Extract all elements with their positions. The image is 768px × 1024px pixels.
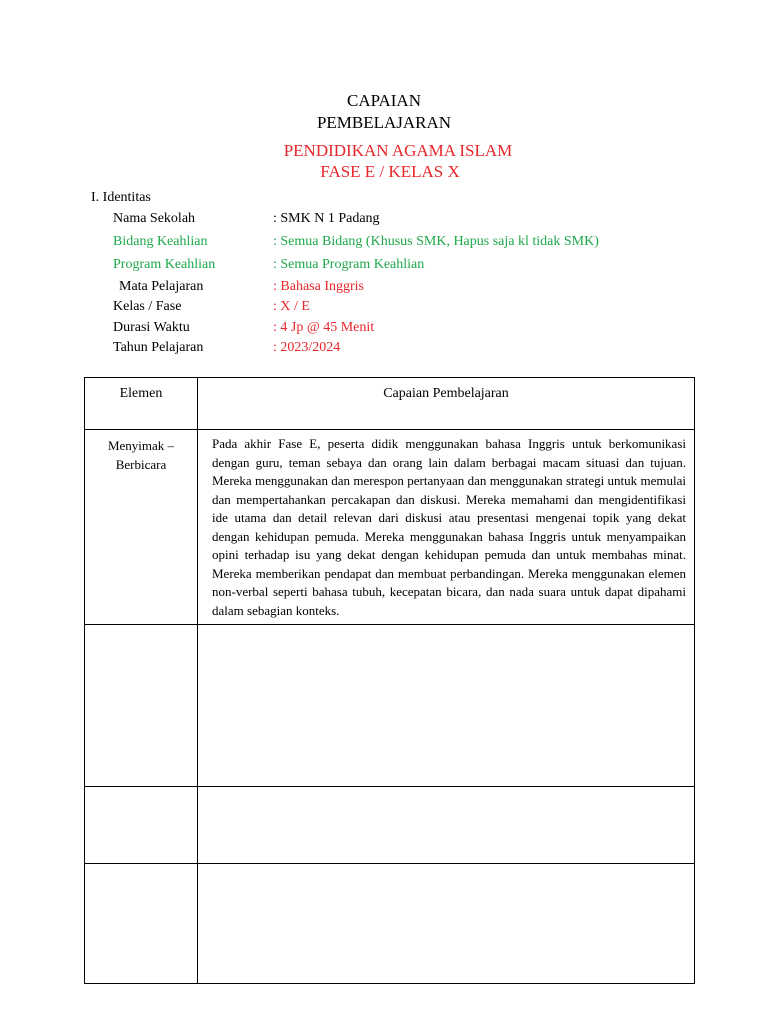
section-heading-identitas: I. Identitas	[91, 190, 151, 205]
table-header-row	[85, 378, 695, 430]
elemen-cell	[85, 787, 198, 864]
identity-value: : SMK N 1 Padang	[273, 211, 380, 226]
table-row	[85, 625, 695, 787]
table-row	[85, 864, 695, 984]
title-line-1: CAPAIAN	[346, 91, 421, 110]
capaian-table	[84, 377, 695, 984]
title-line-2: PEMBELAJARAN	[316, 113, 452, 132]
elemen-cell	[85, 625, 198, 787]
elemen-cell: Menyimak – Berbicara	[85, 430, 198, 625]
capaian-cell: Pada akhir Fase E, peserta didik menggunakan bahasa Inggris untuk berkomunikasi dengan guru, teman sebaya dan orang lain dalam berbagai macam situasi dan tujuan. Mereka menggunakan dan merespon pertanyaan dan menggunakan strategi untuk memulai dan mempertahankan percakapan dan diskusi. Mereka memahami dan mengidentifikasi ide utama dan detail relevan dari diskusi atau presentasi mengenai topik yang dekat dengan kehidupan pemuda. Mereka menggunakan bahasa Inggris untuk menyampaikan opini terhadap isu yang dekat dengan kehidupan pemuda dan untuk membahas minat. Mereka memberikan pendapat dan membuat perbandingan. Mereka menggunakan elemen non-verbal seperti bahasa tubuh, kecepatan bicara, dan nada suara untuk dapat dipahami dalam sebagian konteks.	[198, 430, 695, 625]
table-row	[85, 430, 695, 625]
identity-label: Nama Sekolah	[113, 211, 196, 226]
identity-label: Tahun Pelajaran	[113, 340, 204, 355]
capaian-cell	[198, 625, 695, 787]
identity-label: Kelas / Fase	[113, 299, 182, 314]
elemen-cell	[85, 864, 198, 984]
phase-title: FASE E / KELAS X	[320, 162, 460, 181]
identity-value: : Semua Program Keahlian	[273, 257, 425, 272]
identity-value: : X / E	[273, 299, 310, 314]
identity-value: : 2023/2024	[273, 340, 341, 355]
identity-label: Bidang Keahlian	[113, 234, 208, 249]
column-header-elemen: Elemen	[85, 378, 198, 430]
capaian-cell	[198, 787, 695, 864]
identity-value: : 4 Jp @ 45 Menit	[273, 320, 375, 335]
subject-title: PENDIDIKAN AGAMA ISLAM	[283, 141, 513, 160]
identity-label: Program Keahlian	[113, 257, 216, 272]
identity-label: Durasi Waktu	[113, 320, 190, 335]
identity-label: Mata Pelajaran	[119, 279, 204, 294]
identity-value: : Semua Bidang (Khusus SMK, Hapus saja kl tidak SMK)	[273, 234, 599, 249]
table-row	[85, 787, 695, 864]
capaian-cell	[198, 864, 695, 984]
column-header-capaian: Capaian Pembelajaran	[198, 378, 695, 430]
identity-value: : Bahasa Inggris	[273, 279, 364, 294]
